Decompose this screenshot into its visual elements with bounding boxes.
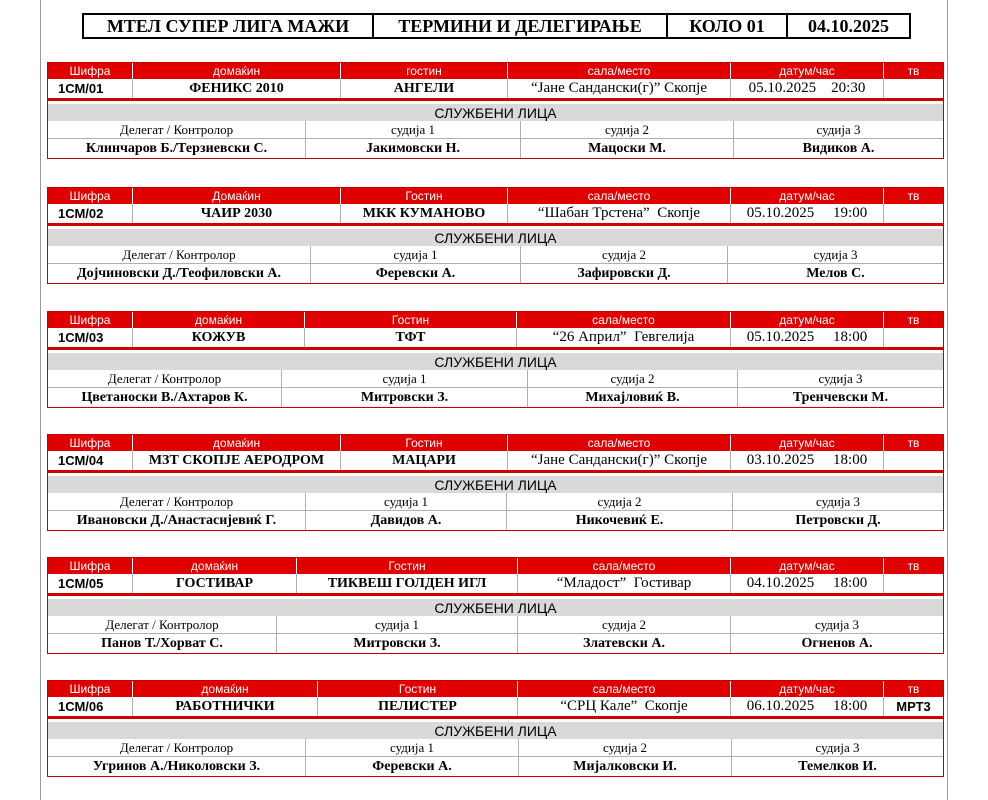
referee2-role: судија 2 bbox=[507, 493, 733, 510]
referee2-role: судија 2 bbox=[518, 616, 731, 633]
delegate-role: Делегат / Контролор bbox=[48, 493, 306, 510]
home-header: домаќин bbox=[133, 558, 297, 574]
match-card-6 bbox=[47, 680, 944, 777]
match-code: 1СМ/03 bbox=[48, 328, 133, 347]
datetime-header: датум/час bbox=[731, 681, 884, 697]
delegate-role: Делегат / Контролор bbox=[48, 739, 306, 756]
officials-names-row bbox=[48, 634, 943, 653]
referee3-name: Тренчевски М. bbox=[792, 389, 889, 405]
venue: “Шабан Трстена” Скопје bbox=[508, 204, 731, 223]
tv-header: тв bbox=[907, 189, 920, 203]
match-datetime: 05.10.2025 19:00 bbox=[731, 204, 884, 223]
match-header-row bbox=[48, 435, 943, 451]
referee3-role: судија 3 bbox=[813, 246, 858, 262]
delegate-role: Делегат / Контролор bbox=[48, 370, 282, 387]
venue-header: сала/место bbox=[508, 188, 731, 204]
tv-channel bbox=[884, 204, 943, 223]
away-team: ТИКВЕШ ГОЛДЕН ИГЛ bbox=[297, 574, 518, 593]
referee2-name: Златевски А. bbox=[518, 634, 731, 653]
home-team: МЗТ СКОПЈЕ АЕРОДРОМ bbox=[133, 451, 341, 470]
venue: “Младост” Гостивар bbox=[518, 574, 731, 593]
away-header: гостин bbox=[341, 63, 508, 79]
referee3-role: судија 3 bbox=[818, 370, 863, 386]
match-datetime: 05.10.2025 20:30 bbox=[731, 79, 884, 98]
away-team: ПЕЛИСТЕР bbox=[318, 697, 518, 716]
code-header: Шифра bbox=[48, 63, 133, 79]
venue-header: сала/место bbox=[518, 681, 731, 697]
referee1-name: Феревски А. bbox=[306, 757, 519, 776]
away-header: Гостин bbox=[341, 188, 508, 204]
match-data-row bbox=[48, 574, 943, 596]
away-team: АНГЕЛИ bbox=[341, 79, 508, 98]
officials-title: СЛУЖБЕНИ ЛИЦА bbox=[48, 476, 943, 493]
round-label: КОЛО 01 bbox=[668, 15, 788, 37]
officials-title: СЛУЖБЕНИ ЛИЦА bbox=[48, 722, 943, 739]
datetime-header: датум/час bbox=[731, 435, 884, 451]
delegate-role: Делегат / Контролор bbox=[48, 121, 306, 138]
referee3-role: судија 3 bbox=[816, 493, 860, 509]
officials-roles-row bbox=[48, 739, 943, 757]
away-header: Гостин bbox=[297, 558, 518, 574]
venue-header: сала/место bbox=[508, 63, 731, 79]
officials-roles-row bbox=[48, 370, 943, 388]
referee2-role: судија 2 bbox=[528, 370, 738, 387]
league-title: МТЕЛ СУПЕР ЛИГА МАЖИ bbox=[84, 15, 374, 37]
officials-names-row bbox=[48, 511, 943, 530]
referee2-role: судија 2 bbox=[521, 121, 734, 138]
referee1-role: судија 1 bbox=[306, 739, 519, 756]
officials-names-row bbox=[48, 264, 943, 283]
referee2-name: Никочевиќ Е. bbox=[507, 511, 733, 530]
referee2-name: Мацоски М. bbox=[521, 139, 734, 158]
tv-header: тв bbox=[907, 313, 920, 327]
officials-title: СЛУЖБЕНИ ЛИЦА bbox=[48, 229, 943, 246]
match-code: 1СМ/06 bbox=[48, 697, 133, 716]
away-team: ТФТ bbox=[305, 328, 517, 347]
away-team: МКК КУМАНОВО bbox=[341, 204, 508, 223]
code-header: Шифра bbox=[48, 312, 133, 328]
officials-title: СЛУЖБЕНИ ЛИЦА bbox=[48, 599, 943, 616]
match-data-row bbox=[48, 328, 943, 350]
referee2-name: Михајловиќ В. bbox=[528, 388, 738, 407]
home-team: ГОСТИВАР bbox=[133, 574, 297, 593]
tv-header: тв bbox=[907, 559, 920, 573]
match-header-row bbox=[48, 188, 943, 204]
referee3-name: Огненов А. bbox=[801, 635, 873, 651]
match-datetime: 04.10.2025 18:00 bbox=[731, 574, 884, 593]
tv-channel bbox=[884, 79, 943, 98]
match-header-row bbox=[48, 558, 943, 574]
match-card-4 bbox=[47, 434, 944, 531]
datetime-header: датум/час bbox=[731, 558, 884, 574]
referee3-name: Темелков И. bbox=[798, 758, 877, 774]
referee2-name: Мијалковски И. bbox=[519, 757, 732, 776]
officials-title: СЛУЖБЕНИ ЛИЦА bbox=[48, 353, 943, 370]
section-title: ТЕРМИНИ И ДЕЛЕГИРАЊЕ bbox=[374, 15, 668, 37]
home-header: домаќин bbox=[133, 63, 341, 79]
match-card-3 bbox=[47, 311, 944, 408]
match-data-row bbox=[48, 79, 943, 101]
match-card-1 bbox=[47, 62, 944, 159]
referee3-name: Петровски Д. bbox=[795, 512, 881, 528]
referee3-role: судија 3 bbox=[815, 739, 860, 755]
away-header: Гостин bbox=[318, 681, 518, 697]
tv-header: тв bbox=[907, 64, 920, 78]
match-code: 1СМ/02 bbox=[48, 204, 133, 223]
venue-header: сала/место bbox=[518, 558, 731, 574]
officials-roles-row bbox=[48, 493, 943, 511]
venue: “Јане Сандански(г)” Скопје bbox=[508, 451, 731, 470]
match-data-row bbox=[48, 697, 943, 719]
match-header-row bbox=[48, 312, 943, 328]
match-card-2 bbox=[47, 187, 944, 284]
referee2-name: Зафировски Д. bbox=[521, 264, 728, 283]
match-header-row bbox=[48, 681, 943, 697]
referee1-name: Феревски А. bbox=[311, 264, 521, 283]
home-team: РАБОТНИЧКИ bbox=[133, 697, 318, 716]
referee1-name: Митровски З. bbox=[277, 634, 518, 653]
document-title-bar bbox=[82, 13, 911, 39]
match-datetime: 03.10.2025 18:00 bbox=[731, 451, 884, 470]
away-header: Гостин bbox=[341, 435, 508, 451]
delegate-role: Делегат / Контролор bbox=[48, 246, 311, 263]
match-data-row bbox=[48, 451, 943, 473]
home-header: домаќин bbox=[133, 435, 341, 451]
referee1-name: Јакимовски Н. bbox=[306, 139, 521, 158]
referee1-name: Давидов А. bbox=[306, 511, 507, 530]
tv-channel bbox=[884, 451, 943, 470]
match-datetime: 06.10.2025 18:00 bbox=[731, 697, 884, 716]
datetime-header: датум/час bbox=[731, 188, 884, 204]
referee3-name: Мелов С. bbox=[806, 265, 865, 281]
delegate-name: Панов Т./Хорват С. bbox=[48, 634, 277, 653]
delegate-name: Дојчиновски Д./Теофиловски А. bbox=[48, 264, 311, 283]
tv-channel bbox=[884, 574, 943, 593]
home-header: домаќин bbox=[133, 312, 305, 328]
referee1-name: Митровски З. bbox=[282, 388, 528, 407]
delegate-name: Угринов А./Николовски З. bbox=[48, 757, 306, 776]
delegate-name: Ивановски Д./Анастасијевиќ Г. bbox=[48, 511, 306, 530]
match-code: 1СМ/01 bbox=[48, 79, 133, 98]
referee1-role: судија 1 bbox=[311, 246, 521, 263]
match-datetime: 05.10.2025 18:00 bbox=[731, 328, 884, 347]
home-team: ЧАИР 2030 bbox=[133, 204, 341, 223]
code-header: Шифра bbox=[48, 188, 133, 204]
venue: “Јане Сандански(г)” Скопје bbox=[508, 79, 731, 98]
delegate-name: Клинчаров Б./Терзиевски С. bbox=[48, 139, 306, 158]
match-data-row bbox=[48, 204, 943, 226]
referee3-role: судија 3 bbox=[816, 121, 861, 137]
officials-names-row bbox=[48, 757, 943, 776]
referee3-role: судија 3 bbox=[815, 616, 859, 632]
officials-roles-row bbox=[48, 616, 943, 634]
match-header-row bbox=[48, 63, 943, 79]
delegate-name: Цветаноски В./Ахтаров К. bbox=[48, 388, 282, 407]
venue-header: сала/место bbox=[517, 312, 731, 328]
officials-names-row bbox=[48, 388, 943, 407]
tv-channel: МРТ3 bbox=[896, 699, 931, 714]
home-team: ФЕНИКС 2010 bbox=[133, 79, 341, 98]
home-header: домаќин bbox=[133, 681, 318, 697]
referee1-role: судија 1 bbox=[306, 121, 521, 138]
match-code: 1СМ/04 bbox=[48, 451, 133, 470]
home-team: КОЖУВ bbox=[133, 328, 305, 347]
tv-channel bbox=[884, 328, 943, 347]
referee1-role: судија 1 bbox=[277, 616, 518, 633]
venue: “СРЦ Кале” Скопје bbox=[518, 697, 731, 716]
referee1-role: судија 1 bbox=[282, 370, 528, 387]
round-date: 04.10.2025 bbox=[808, 15, 889, 36]
officials-roles-row bbox=[48, 246, 943, 264]
tv-header: тв bbox=[907, 436, 920, 450]
officials-title: СЛУЖБЕНИ ЛИЦА bbox=[48, 104, 943, 121]
delegate-role: Делегат / Контролор bbox=[48, 616, 277, 633]
code-header: Шифра bbox=[48, 681, 133, 697]
officials-names-row bbox=[48, 139, 943, 158]
home-header: Домаќин bbox=[133, 188, 341, 204]
match-code: 1СМ/05 bbox=[48, 574, 133, 593]
referee2-role: судија 2 bbox=[521, 246, 728, 263]
away-team: МАЦАРИ bbox=[341, 451, 508, 470]
venue: “26 Април” Гевгелија bbox=[517, 328, 731, 347]
officials-roles-row bbox=[48, 121, 943, 139]
datetime-header: датум/час bbox=[731, 63, 884, 79]
referee1-role: судија 1 bbox=[306, 493, 507, 510]
tv-header: тв bbox=[907, 682, 920, 696]
referee2-role: судија 2 bbox=[519, 739, 732, 756]
code-header: Шифра bbox=[48, 435, 133, 451]
match-card-5 bbox=[47, 557, 944, 654]
away-header: Гостин bbox=[305, 312, 517, 328]
referee3-name: Видиков А. bbox=[802, 140, 875, 156]
code-header: Шифра bbox=[48, 558, 133, 574]
venue-header: сала/место bbox=[508, 435, 731, 451]
datetime-header: датум/час bbox=[731, 312, 884, 328]
